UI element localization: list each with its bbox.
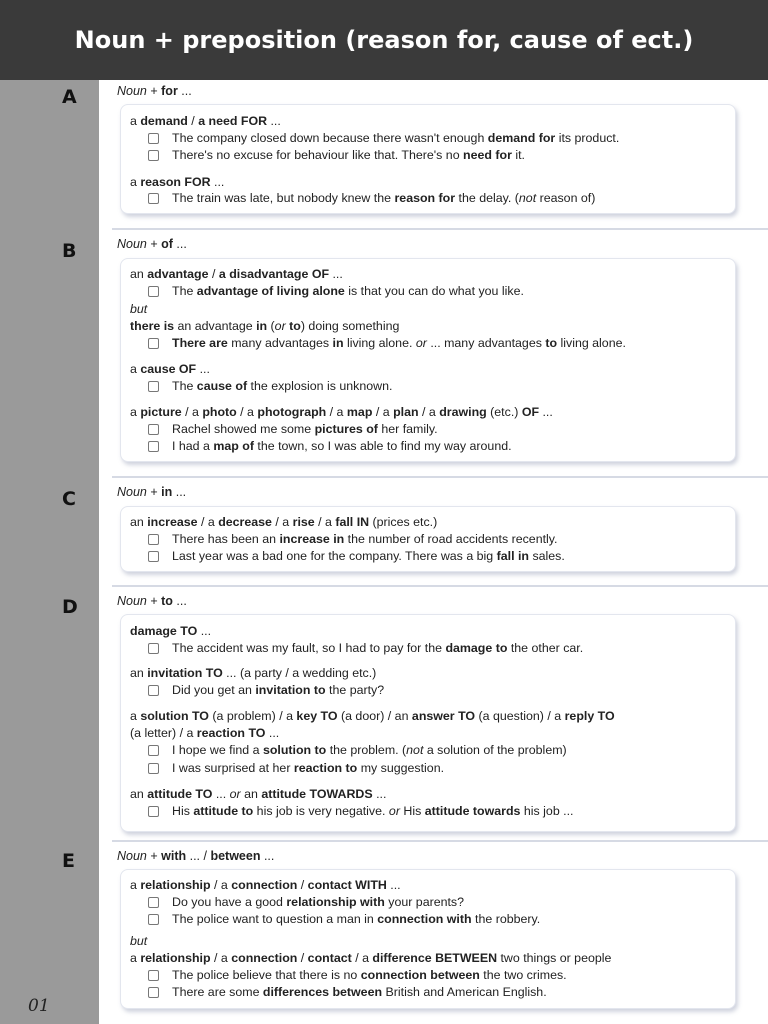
- checkbox-icon[interactable]: [148, 150, 159, 161]
- checkbox-icon[interactable]: [148, 338, 159, 349]
- checkbox-icon[interactable]: [148, 643, 159, 654]
- rule-line: a reason FOR ...: [130, 175, 225, 189]
- example-line: The cause of the explosion is unknown.: [172, 379, 393, 393]
- example-line: I had a map of the town, so I was able to find my way around.: [172, 439, 512, 453]
- example-line: His attitude to his job is very negative. or His attitude towards his job ...: [172, 804, 574, 818]
- section-letter-d: D: [62, 596, 78, 618]
- section-divider: [112, 840, 768, 842]
- page-number: 01: [28, 996, 50, 1016]
- example-line: There's no excuse for behaviour like that. There's no need for it.: [172, 148, 526, 162]
- section-letter-a: A: [62, 86, 77, 108]
- checkbox-icon[interactable]: [148, 745, 159, 756]
- rule-line: an increase / a decrease / a rise / a fall IN (prices etc.): [130, 515, 438, 529]
- rule-line: a demand / a need FOR ...: [130, 114, 281, 128]
- rule-line: a relationship / a connection / contact WITH ...: [130, 878, 401, 892]
- example-line: The accident was my fault, so I had to pay for the damage to the other car.: [172, 641, 584, 655]
- rule-line: an invitation TO ... (a party / a wedding etc.): [130, 666, 377, 680]
- section-letter-b: B: [62, 240, 77, 262]
- checkbox-icon[interactable]: [148, 534, 159, 545]
- page-title: Noun + preposition (reason for, cause of ect.): [74, 26, 694, 54]
- example-line: The company closed down because there wasn't enough demand for its product.: [172, 131, 620, 145]
- example-line: The train was late, but nobody knew the reason for the delay. (not reason of): [172, 191, 596, 205]
- checkbox-icon[interactable]: [148, 133, 159, 144]
- checkbox-icon[interactable]: [148, 806, 159, 817]
- checkbox-icon[interactable]: [148, 441, 159, 452]
- example-line: Rachel showed me some pictures of her family.: [172, 422, 438, 436]
- example-line: There are many advantages in living alone. or ... many advantages to living alone.: [172, 336, 626, 350]
- checkbox-icon[interactable]: [148, 286, 159, 297]
- example-line: Last year was a bad one for the company. There was a big fall in sales.: [172, 549, 565, 563]
- rule-line: (a letter) / a reaction TO ...: [130, 726, 280, 740]
- checkbox-icon[interactable]: [148, 551, 159, 562]
- but-label: but: [130, 934, 148, 948]
- section-c-heading: Noun + in ...: [117, 485, 187, 499]
- checkbox-icon[interactable]: [148, 987, 159, 998]
- example-line: The police want to question a man in connection with the robbery.: [172, 912, 541, 926]
- section-e-heading: Noun + with ... / between ...: [117, 849, 275, 863]
- header-bar: [0, 0, 768, 80]
- example-line: The police believe that there is no connection between the two crimes.: [172, 968, 567, 982]
- checkbox-icon[interactable]: [148, 685, 159, 696]
- section-d-heading: Noun + to ...: [117, 594, 187, 608]
- example-line: I hope we find a solution to the problem. (not a solution of the problem): [172, 743, 567, 757]
- checkbox-icon[interactable]: [148, 424, 159, 435]
- section-divider: [112, 476, 768, 478]
- example-line: There has been an increase in the number of road accidents recently.: [172, 532, 558, 546]
- checkbox-icon[interactable]: [148, 381, 159, 392]
- rule-line: damage TO ...: [130, 624, 212, 638]
- section-letter-e: E: [62, 850, 75, 872]
- section-b-heading: Noun + of ...: [117, 237, 187, 251]
- section-divider: [112, 585, 768, 587]
- checkbox-icon[interactable]: [148, 193, 159, 204]
- section-letter-c: C: [62, 488, 76, 510]
- example-line: I was surprised at her reaction to my suggestion.: [172, 761, 445, 775]
- rule-line: there is an advantage in (or to) doing something: [130, 319, 400, 333]
- section-divider: [112, 228, 768, 230]
- checkbox-icon[interactable]: [148, 914, 159, 925]
- checkbox-icon[interactable]: [148, 970, 159, 981]
- checkbox-icon[interactable]: [148, 897, 159, 908]
- rule-line: a relationship / a connection / contact / a difference BETWEEN two things or people: [130, 951, 612, 965]
- rule-line: a cause OF ...: [130, 362, 210, 376]
- but-label: but: [130, 302, 148, 316]
- rule-line: an advantage / a disadvantage OF ...: [130, 267, 343, 281]
- example-line: The advantage of living alone is that you can do what you like.: [172, 284, 524, 298]
- section-a-heading: Noun + for ...: [117, 84, 192, 98]
- example-line: There are some differences between British and American English.: [172, 985, 547, 999]
- rule-line: a picture / a photo / a photograph / a map / a plan / a drawing (etc.) OF ...: [130, 405, 553, 419]
- checkbox-icon[interactable]: [148, 763, 159, 774]
- example-line: Do you have a good relationship with your parents?: [172, 895, 465, 909]
- example-line: Did you get an invitation to the party?: [172, 683, 385, 697]
- rule-line: an attitude TO ... or an attitude TOWARDS ...: [130, 787, 387, 801]
- sidebar: [0, 80, 99, 1024]
- rule-line: a solution TO (a problem) / a key TO (a door) / an answer TO (a question) / a reply TO: [130, 709, 615, 723]
